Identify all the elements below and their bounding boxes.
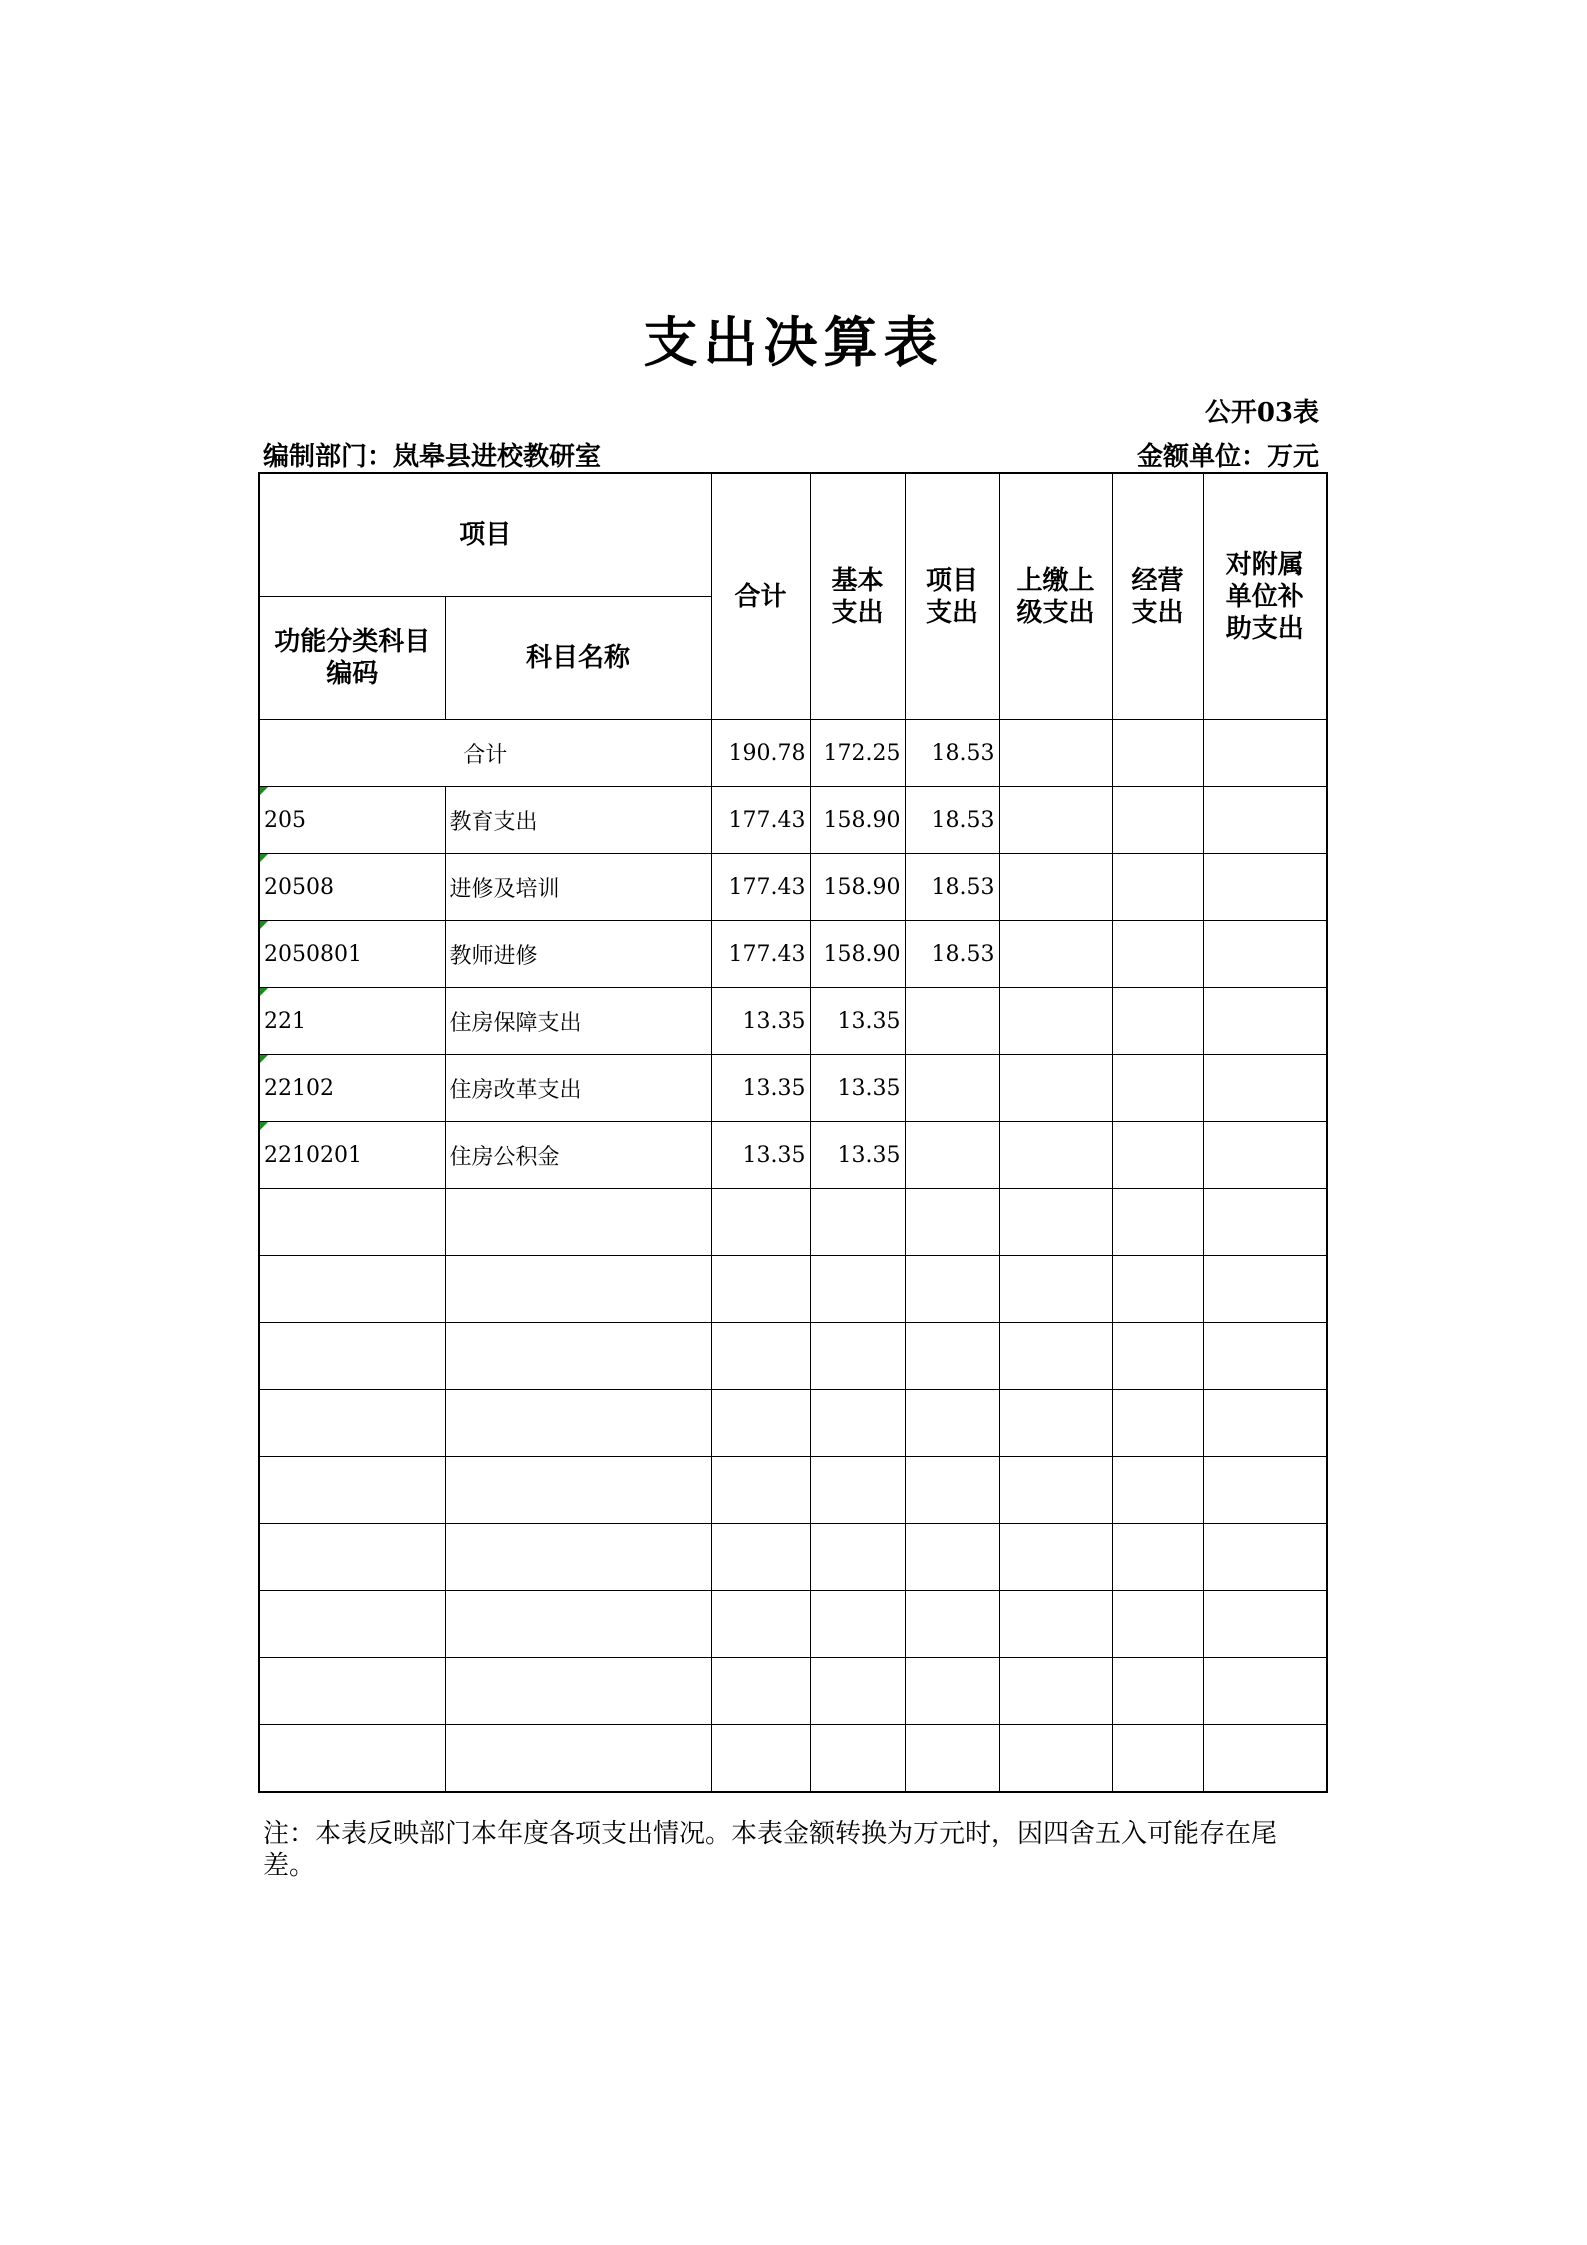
empty-row	[259, 1390, 1327, 1457]
empty-cell	[445, 1256, 711, 1323]
empty-cell	[810, 1323, 905, 1390]
row-total: 177.43	[711, 854, 810, 921]
empty-cell	[711, 1390, 810, 1457]
row-name: 进修及培训	[445, 854, 711, 921]
row-code	[259, 787, 445, 854]
empty-cell	[1203, 1323, 1327, 1390]
row-subsidy	[1203, 921, 1327, 988]
row-upper	[999, 787, 1112, 854]
empty-cell	[905, 1189, 999, 1256]
row-upper	[999, 1055, 1112, 1122]
empty-cell	[1112, 1591, 1203, 1658]
empty-cell	[1112, 1457, 1203, 1524]
row-basic: 158.90	[810, 854, 905, 921]
row-code	[259, 1122, 445, 1189]
row-basic: 13.35	[810, 1055, 905, 1122]
empty-cell	[999, 1457, 1112, 1524]
row-upper	[999, 921, 1112, 988]
row-business	[1112, 854, 1203, 921]
empty-row	[259, 1457, 1327, 1524]
row-total: 13.35	[711, 988, 810, 1055]
empty-cell	[810, 1457, 905, 1524]
header-basic	[810, 473, 905, 720]
cell-marker-icon	[260, 787, 268, 795]
row-subsidy	[1203, 787, 1327, 854]
header-total: 合计	[711, 473, 810, 720]
empty-cell	[445, 1524, 711, 1591]
row-total: 13.35	[711, 1055, 810, 1122]
total-row-upper	[999, 720, 1112, 787]
empty-cell	[1203, 1725, 1327, 1793]
total-row	[259, 720, 1327, 787]
empty-cell	[810, 1256, 905, 1323]
empty-cell	[1203, 1591, 1327, 1658]
empty-row	[259, 1658, 1327, 1725]
header-upper-text: 上缴上级支出	[1016, 565, 1095, 628]
total-row-basic: 172.25	[810, 720, 905, 787]
empty-cell	[259, 1390, 445, 1457]
row-project: 18.53	[905, 921, 999, 988]
empty-cell	[1112, 1524, 1203, 1591]
row-code	[259, 921, 445, 988]
row-basic: 13.35	[810, 988, 905, 1055]
empty-cell	[999, 1189, 1112, 1256]
empty-cell	[810, 1658, 905, 1725]
empty-cell	[445, 1658, 711, 1725]
header-upper	[999, 473, 1112, 720]
department-label: 编制部门：岚皋县进校教研室	[263, 442, 602, 472]
expenditure-table	[258, 472, 1328, 1793]
row-code-text: 22102	[264, 1075, 334, 1101]
empty-cell	[1112, 1189, 1203, 1256]
empty-cell	[445, 1189, 711, 1256]
row-name: 教师进修	[445, 921, 711, 988]
header-subsidy	[1203, 473, 1327, 720]
empty-cell	[1203, 1524, 1327, 1591]
header-name: 科目名称	[445, 597, 711, 720]
row-project	[905, 988, 999, 1055]
cell-marker-icon	[260, 854, 268, 862]
cell-marker-icon	[260, 1055, 268, 1063]
empty-cell	[1112, 1323, 1203, 1390]
empty-cell	[259, 1725, 445, 1793]
empty-cell	[1203, 1189, 1327, 1256]
empty-cell	[1112, 1658, 1203, 1725]
empty-cell	[999, 1256, 1112, 1323]
amount-unit-label: 金额单位：万元	[1136, 442, 1319, 472]
empty-cell	[905, 1323, 999, 1390]
header-project-exp	[905, 473, 999, 720]
row-basic: 158.90	[810, 787, 905, 854]
row-business	[1112, 921, 1203, 988]
empty-cell	[999, 1591, 1112, 1658]
empty-cell	[711, 1591, 810, 1658]
row-project	[905, 1122, 999, 1189]
form-number: 公开03表	[1204, 398, 1319, 428]
cell-marker-icon	[260, 921, 268, 929]
row-code-text: 2050801	[264, 941, 362, 967]
header-code	[259, 597, 445, 720]
total-row-total: 190.78	[711, 720, 810, 787]
empty-cell	[810, 1390, 905, 1457]
row-subsidy	[1203, 1055, 1327, 1122]
empty-cell	[1112, 1256, 1203, 1323]
empty-cell	[259, 1591, 445, 1658]
empty-cell	[1203, 1390, 1327, 1457]
row-subsidy	[1203, 988, 1327, 1055]
empty-cell	[259, 1658, 445, 1725]
row-business	[1112, 787, 1203, 854]
empty-cell	[905, 1457, 999, 1524]
empty-row	[259, 1524, 1327, 1591]
empty-cell	[445, 1457, 711, 1524]
empty-cell	[905, 1591, 999, 1658]
empty-row	[259, 1591, 1327, 1658]
empty-cell	[905, 1524, 999, 1591]
empty-cell	[999, 1323, 1112, 1390]
empty-cell	[259, 1256, 445, 1323]
row-total: 177.43	[711, 921, 810, 988]
table-row	[259, 1055, 1327, 1122]
table-row	[259, 787, 1327, 854]
table-row	[259, 1122, 1327, 1189]
row-name: 住房公积金	[445, 1122, 711, 1189]
row-code	[259, 988, 445, 1055]
cell-marker-icon	[260, 988, 268, 996]
empty-cell	[1203, 1256, 1327, 1323]
empty-cell	[711, 1256, 810, 1323]
empty-row	[259, 1323, 1327, 1390]
row-basic: 13.35	[810, 1122, 905, 1189]
empty-cell	[999, 1524, 1112, 1591]
table-row	[259, 854, 1327, 921]
row-business	[1112, 988, 1203, 1055]
empty-cell	[259, 1457, 445, 1524]
empty-cell	[905, 1256, 999, 1323]
empty-cell	[445, 1390, 711, 1457]
empty-cell	[810, 1725, 905, 1793]
row-subsidy	[1203, 1122, 1327, 1189]
row-project: 18.53	[905, 787, 999, 854]
header-business	[1112, 473, 1203, 720]
empty-row	[259, 1725, 1327, 1793]
empty-cell	[445, 1725, 711, 1793]
header-business-text: 经营支出	[1131, 565, 1184, 628]
empty-cell	[259, 1189, 445, 1256]
header-subsidy-text: 对附属单位补助支出	[1225, 549, 1304, 644]
empty-cell	[999, 1658, 1112, 1725]
row-project	[905, 1055, 999, 1122]
empty-cell	[1112, 1390, 1203, 1457]
row-name: 教育支出	[445, 787, 711, 854]
empty-row	[259, 1256, 1327, 1323]
table-row	[259, 921, 1327, 988]
empty-cell	[810, 1591, 905, 1658]
empty-cell	[810, 1189, 905, 1256]
row-project: 18.53	[905, 854, 999, 921]
row-code-text: 20508	[264, 874, 334, 900]
total-row-label: 合计	[259, 720, 711, 787]
empty-cell	[259, 1323, 445, 1390]
header-code-text: 功能分类科目编码	[274, 627, 431, 689]
page-title: 支出决算表	[643, 310, 944, 374]
total-row-business	[1112, 720, 1203, 787]
empty-cell	[905, 1725, 999, 1793]
row-business	[1112, 1122, 1203, 1189]
empty-cell	[905, 1658, 999, 1725]
table-row	[259, 988, 1327, 1055]
empty-cell	[1112, 1725, 1203, 1793]
row-upper	[999, 988, 1112, 1055]
empty-cell	[711, 1457, 810, 1524]
footnote: 注：本表反映部门本年度各项支出情况。本表金额转换为万元时，因四舍五入可能存在尾差。	[263, 1819, 1278, 1881]
total-row-subsidy	[1203, 720, 1327, 787]
row-upper	[999, 1122, 1112, 1189]
empty-cell	[445, 1323, 711, 1390]
empty-cell	[711, 1725, 810, 1793]
empty-cell	[999, 1390, 1112, 1457]
empty-cell	[810, 1524, 905, 1591]
header-project-exp-text: 项目支出	[926, 565, 979, 628]
empty-cell	[905, 1390, 999, 1457]
row-code	[259, 854, 445, 921]
row-business	[1112, 1055, 1203, 1122]
row-upper	[999, 854, 1112, 921]
row-name: 住房保障支出	[445, 988, 711, 1055]
empty-cell	[711, 1189, 810, 1256]
row-code-text: 221	[264, 1008, 306, 1034]
empty-cell	[711, 1524, 810, 1591]
row-total: 13.35	[711, 1122, 810, 1189]
header-project: 项目	[259, 473, 711, 597]
cell-marker-icon	[260, 1122, 268, 1130]
empty-row	[259, 1189, 1327, 1256]
row-basic: 158.90	[810, 921, 905, 988]
row-name: 住房改革支出	[445, 1055, 711, 1122]
header-basic-text: 基本支出	[831, 565, 884, 628]
row-subsidy	[1203, 854, 1327, 921]
row-code-text: 2210201	[264, 1142, 362, 1168]
empty-cell	[445, 1591, 711, 1658]
empty-cell	[999, 1725, 1112, 1793]
empty-cell	[1203, 1658, 1327, 1725]
empty-cell	[711, 1323, 810, 1390]
empty-cell	[1203, 1457, 1327, 1524]
empty-cell	[259, 1524, 445, 1591]
row-total: 177.43	[711, 787, 810, 854]
row-code	[259, 1055, 445, 1122]
header-row-1	[259, 473, 1327, 597]
empty-cell	[711, 1658, 810, 1725]
total-row-project: 18.53	[905, 720, 999, 787]
row-code-text: 205	[264, 807, 306, 833]
